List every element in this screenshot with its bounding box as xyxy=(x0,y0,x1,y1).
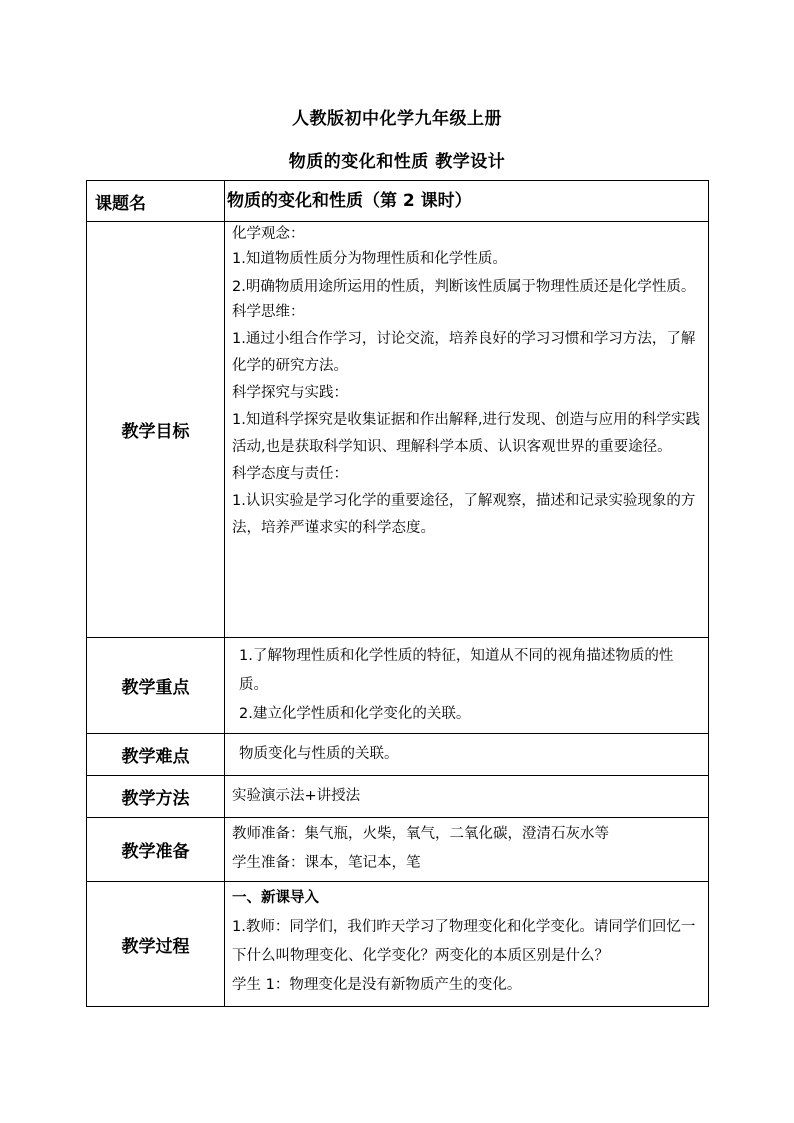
process-line: 学生 1：物理变化是没有新物质产生的变化。 xyxy=(232,977,522,993)
difficulties-label: 教学难点 xyxy=(87,734,225,776)
objectives-line: 科学探究与实践： xyxy=(232,385,348,401)
process-content xyxy=(225,882,709,1007)
difficulties-text: 物质变化与性质的关联。 xyxy=(239,746,399,762)
process-section-heading: 一、新课导入 xyxy=(232,890,319,906)
objectives-content xyxy=(225,222,709,638)
process-label: 教学过程 xyxy=(87,882,225,1007)
objectives-line: 1.通过小组合作学习，讨论交流，培养良好的学习习惯和学习方法，了解化学的研究方法。 xyxy=(232,331,696,374)
methods-text: 实验演示法+讲授法 xyxy=(232,788,361,804)
key-points-row xyxy=(87,638,709,734)
objectives-line: 2.明确物质用途所运用的性质，判断该性质属于物理性质还是化学性质。 xyxy=(232,279,696,295)
key-points-label: 教学重点 xyxy=(87,638,225,734)
document-title: 人教版初中化学九年级上册 xyxy=(292,109,502,129)
topic-row xyxy=(87,181,709,222)
objectives-line: 1.知道物质性质分为物理性质和化学性质。 xyxy=(232,251,507,267)
preparation-label: 教学准备 xyxy=(87,818,225,882)
difficulties-content xyxy=(225,734,709,776)
objectives-label: 教学目标 xyxy=(87,222,225,638)
objectives-line: 科学思维： xyxy=(232,304,305,320)
topic-value-cell xyxy=(225,181,709,222)
lesson-plan-table xyxy=(86,180,709,1007)
topic-value: 物质的变化和性质（第 2 课时） xyxy=(227,191,472,211)
objectives-row xyxy=(87,222,709,638)
objectives-line: 化学观念： xyxy=(232,226,305,242)
methods-content xyxy=(225,776,709,818)
objectives-line: 1.认识实验是学习化学的重要途径，了解观察，描述和记录实验现象的方法，培养严谨求实的科学态度。 xyxy=(232,493,696,536)
difficulties-row xyxy=(87,734,709,776)
methods-label: 教学方法 xyxy=(87,776,225,818)
preparation-line: 教师准备：集气瓶，火柴，氧气，二氧化碳，澄清石灰水等 xyxy=(232,826,609,842)
preparation-row xyxy=(87,818,709,882)
key-points-line: 1.了解物理性质和化学性质的特征，知道从不同的视角描述物质的性质。 xyxy=(239,648,674,693)
topic-label: 课题名 xyxy=(87,181,225,222)
key-points-line: 2.建立化学性质和化学变化的关联。 xyxy=(239,706,471,722)
document-subtitle: 物质的变化和性质 教学设计 xyxy=(288,152,506,172)
preparation-line: 学生准备：课本，笔记本，笔 xyxy=(232,855,421,871)
process-row xyxy=(87,882,709,1007)
key-points-content xyxy=(225,638,709,734)
objectives-line: 1.知道科学探究是收集证据和作出解释,进行发现、创造与应用的科学实践活动,也是获取科学知识、理解科学本质、认识客观世界的重要途径。 xyxy=(232,412,700,455)
objectives-line: 科学态度与责任： xyxy=(232,466,348,482)
process-line: 1.教师：同学们，我们昨天学习了物理变化和化学变化。请同学们回忆一下什么叫物理变化、化学变化？两变化的本质区别是什么？ xyxy=(232,919,696,964)
preparation-content xyxy=(225,818,709,882)
methods-row xyxy=(87,776,709,818)
